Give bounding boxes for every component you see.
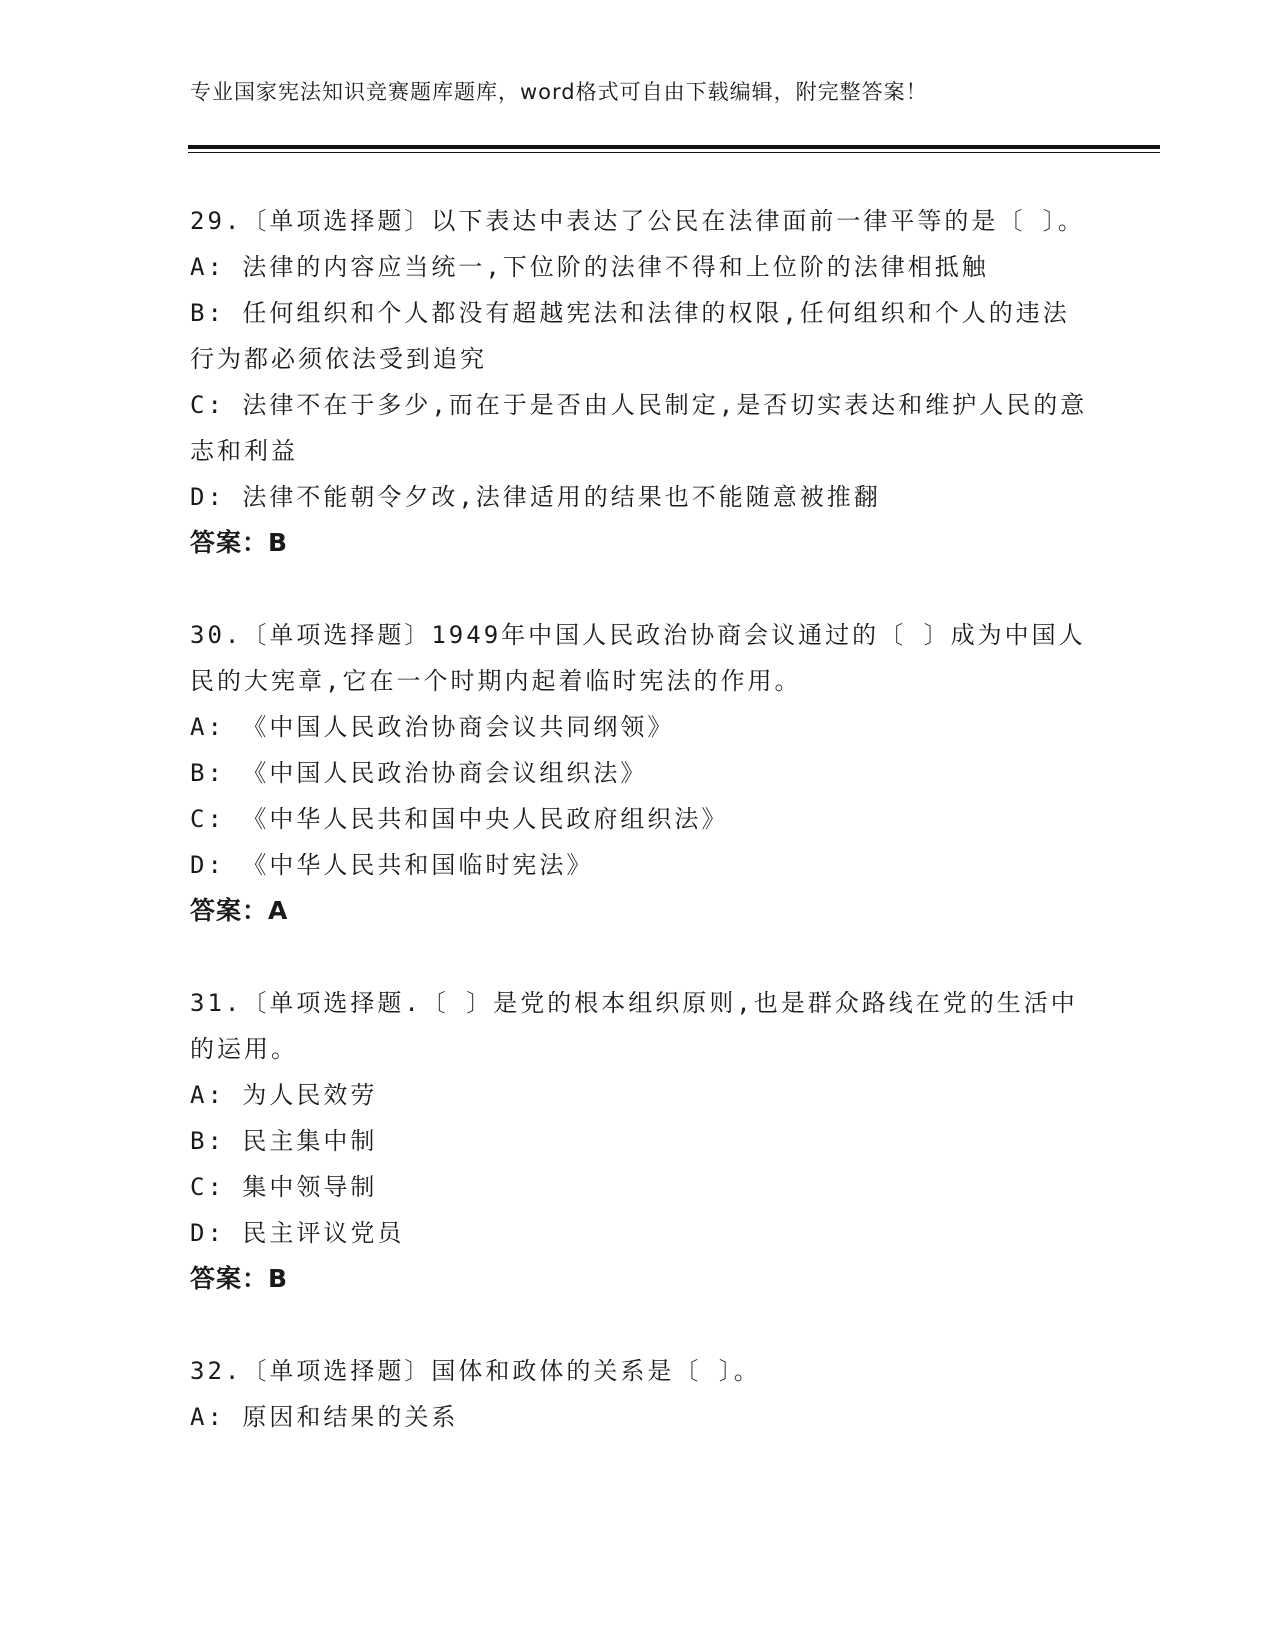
answer-label: 答案： <box>190 1264 269 1293</box>
header-rule-thin <box>188 152 1160 153</box>
question-text: 29.〔单项选择题〕以下表达中表达了公民在法律面前一律平等的是〔 〕。 <box>190 207 1085 235</box>
question-31 <box>190 980 1090 1302</box>
option-d: D: 《中华人民共和国临时宪法》 <box>190 851 594 879</box>
answer-value: B <box>268 1264 289 1293</box>
option-a: A: 法律的内容应当统一,下位阶的法律不得和上位阶的法律相抵触 <box>190 253 989 281</box>
option-c: C: 《中华人民共和国中央人民政府组织法》 <box>190 805 729 833</box>
option-c: C: 集中领导制 <box>190 1173 378 1201</box>
page-header: 专业国家宪法知识竞赛题库题库，word格式可自由下载编辑，附完整答案！ <box>190 80 928 104</box>
question-text: 32.〔单项选择题〕国体和政体的关系是〔 〕。 <box>190 1357 761 1385</box>
answer-value: A <box>268 896 289 925</box>
question-29 <box>190 198 1090 566</box>
option-a: A: 为人民效劳 <box>190 1081 378 1109</box>
answer <box>190 888 1090 934</box>
option-b: B: 任何组织和个人都没有超越宪法和法律的权限,任何组织和个人的违法行为都必须依法受到追究 <box>190 299 1070 373</box>
answer-label: 答案： <box>190 896 269 925</box>
option-c: C: 法律不在于多少,而在于是否由人民制定,是否切实表达和维护人民的意志和利益 <box>190 391 1088 465</box>
answer <box>190 1256 1090 1302</box>
option-a: A: 《中国人民政治协商会议共同纲领》 <box>190 713 675 741</box>
option-d: D: 民主评议党员 <box>190 1219 405 1247</box>
answer-label: 答案： <box>190 528 269 557</box>
answer-value: B <box>268 528 289 557</box>
option-d: D: 法律不能朝令夕改,法律适用的结果也不能随意被推翻 <box>190 483 881 511</box>
answer <box>190 520 1090 566</box>
question-list <box>190 198 1090 1440</box>
header-rule-thick <box>188 145 1160 149</box>
question-text: 30.〔单项选择题〕1949年中国人民政治协商会议通过的〔 〕成为中国人民的大宪章,它在一个时期内起着临时宪法的作用。 <box>190 621 1086 695</box>
question-30 <box>190 612 1090 934</box>
option-b: B: 民主集中制 <box>190 1127 378 1155</box>
question-32 <box>190 1348 1090 1440</box>
question-text: 31.〔单项选择题.〔 〕是党的根本组织原则,也是群众路线在党的生活中的运用。 <box>190 989 1078 1063</box>
option-a: A: 原因和结果的关系 <box>190 1403 459 1431</box>
option-b: B: 《中国人民政治协商会议组织法》 <box>190 759 648 787</box>
